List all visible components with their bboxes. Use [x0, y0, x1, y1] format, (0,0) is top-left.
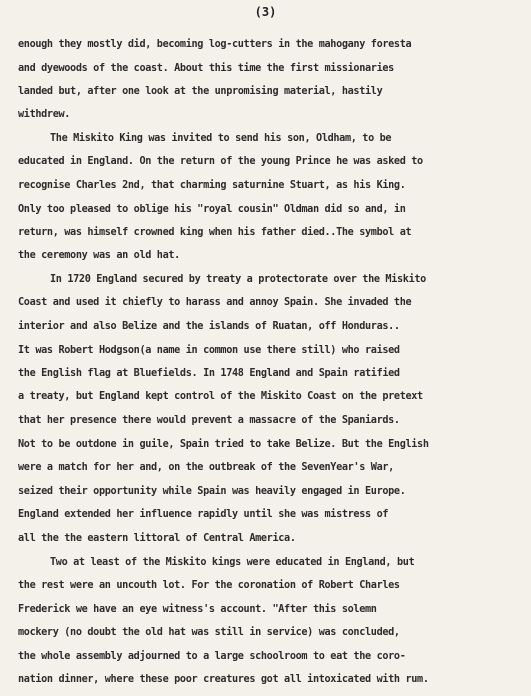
text-line-16: a treaty, but England kept control of the Miskito Coast on the pretext: [18, 391, 423, 402]
text-line-19: were a match for her and, on the outbreak of the SevenYear's War,: [18, 462, 394, 473]
text-line-22: all the the eastern littoral of Central America.: [18, 533, 296, 544]
text-line-27: the whole assembly adjourned to a large schoolroom to eat the coro-: [18, 651, 406, 662]
text-line-23: Two at least of the Miskito kings were educated in England, but: [50, 557, 415, 568]
text-line-26: mockery (no doubt the old hat was still in service) was concluded,: [18, 627, 400, 638]
text-line-15: the English flag at Bluefields. In 1748 England and Spain ratified: [18, 368, 400, 379]
text-line-1: enough they mostly did, becoming log-cutters in the mahogany foresta: [18, 39, 412, 50]
text-line-11: In 1720 England secured by treaty a protectorate over the Miskito: [50, 274, 426, 285]
text-line-21: England extended her influence rapidly until she was mistress of: [18, 509, 389, 520]
text-line-6: educated in England. On the return of the young Prince he was asked to: [18, 156, 423, 167]
text-line-20: seized their opportunity while Spain was heavily engaged in Europe.: [18, 486, 406, 497]
text-line-17: that her presence there would prevent a massacre of the Spaniards.: [18, 415, 400, 426]
text-line-4: withdrew.: [18, 109, 71, 120]
text-line-24: the rest were an uncouth lot. For the coronation of Robert Charles: [18, 580, 400, 591]
text-line-28: nation dinner, where these poor creatures got all intoxicated with rum.: [18, 674, 429, 685]
text-line-8: Only too pleased to oblige his "royal cousin" Oldman did so and, in: [18, 204, 406, 215]
text-line-10: the ceremony was an old hat.: [18, 250, 180, 261]
text-line-25: Frederick we have an eye witness's account. "After this solemn: [18, 604, 377, 615]
text-line-7: recognise Charles 2nd, that charming saturnine Stuart, as his King.: [18, 180, 406, 191]
text-line-14: It was Robert Hodgson(a name in common use there still) who raised: [18, 345, 400, 356]
text-line-12: Coast and used it chiefly to harass and annoy Spain. She invaded the: [18, 297, 412, 308]
page-number: (3): [254, 5, 277, 19]
text-line-5: The Miskito King was invited to send his son, Oldham, to be: [50, 133, 392, 144]
text-line-9: return, was himself crowned king when his father died..The symbol at: [18, 227, 412, 238]
text-line-2: and dyewoods of the coast. About this time the first missionaries: [18, 63, 394, 74]
text-line-18: Not to be outdone in guile, Spain tried to take Belize. But the English: [18, 439, 429, 450]
text-line-13: interior and also Belize and the islands of Ruatan, off Honduras..: [18, 321, 400, 332]
text-line-3: landed but, after one look at the unpromising material, hastily: [18, 86, 383, 97]
